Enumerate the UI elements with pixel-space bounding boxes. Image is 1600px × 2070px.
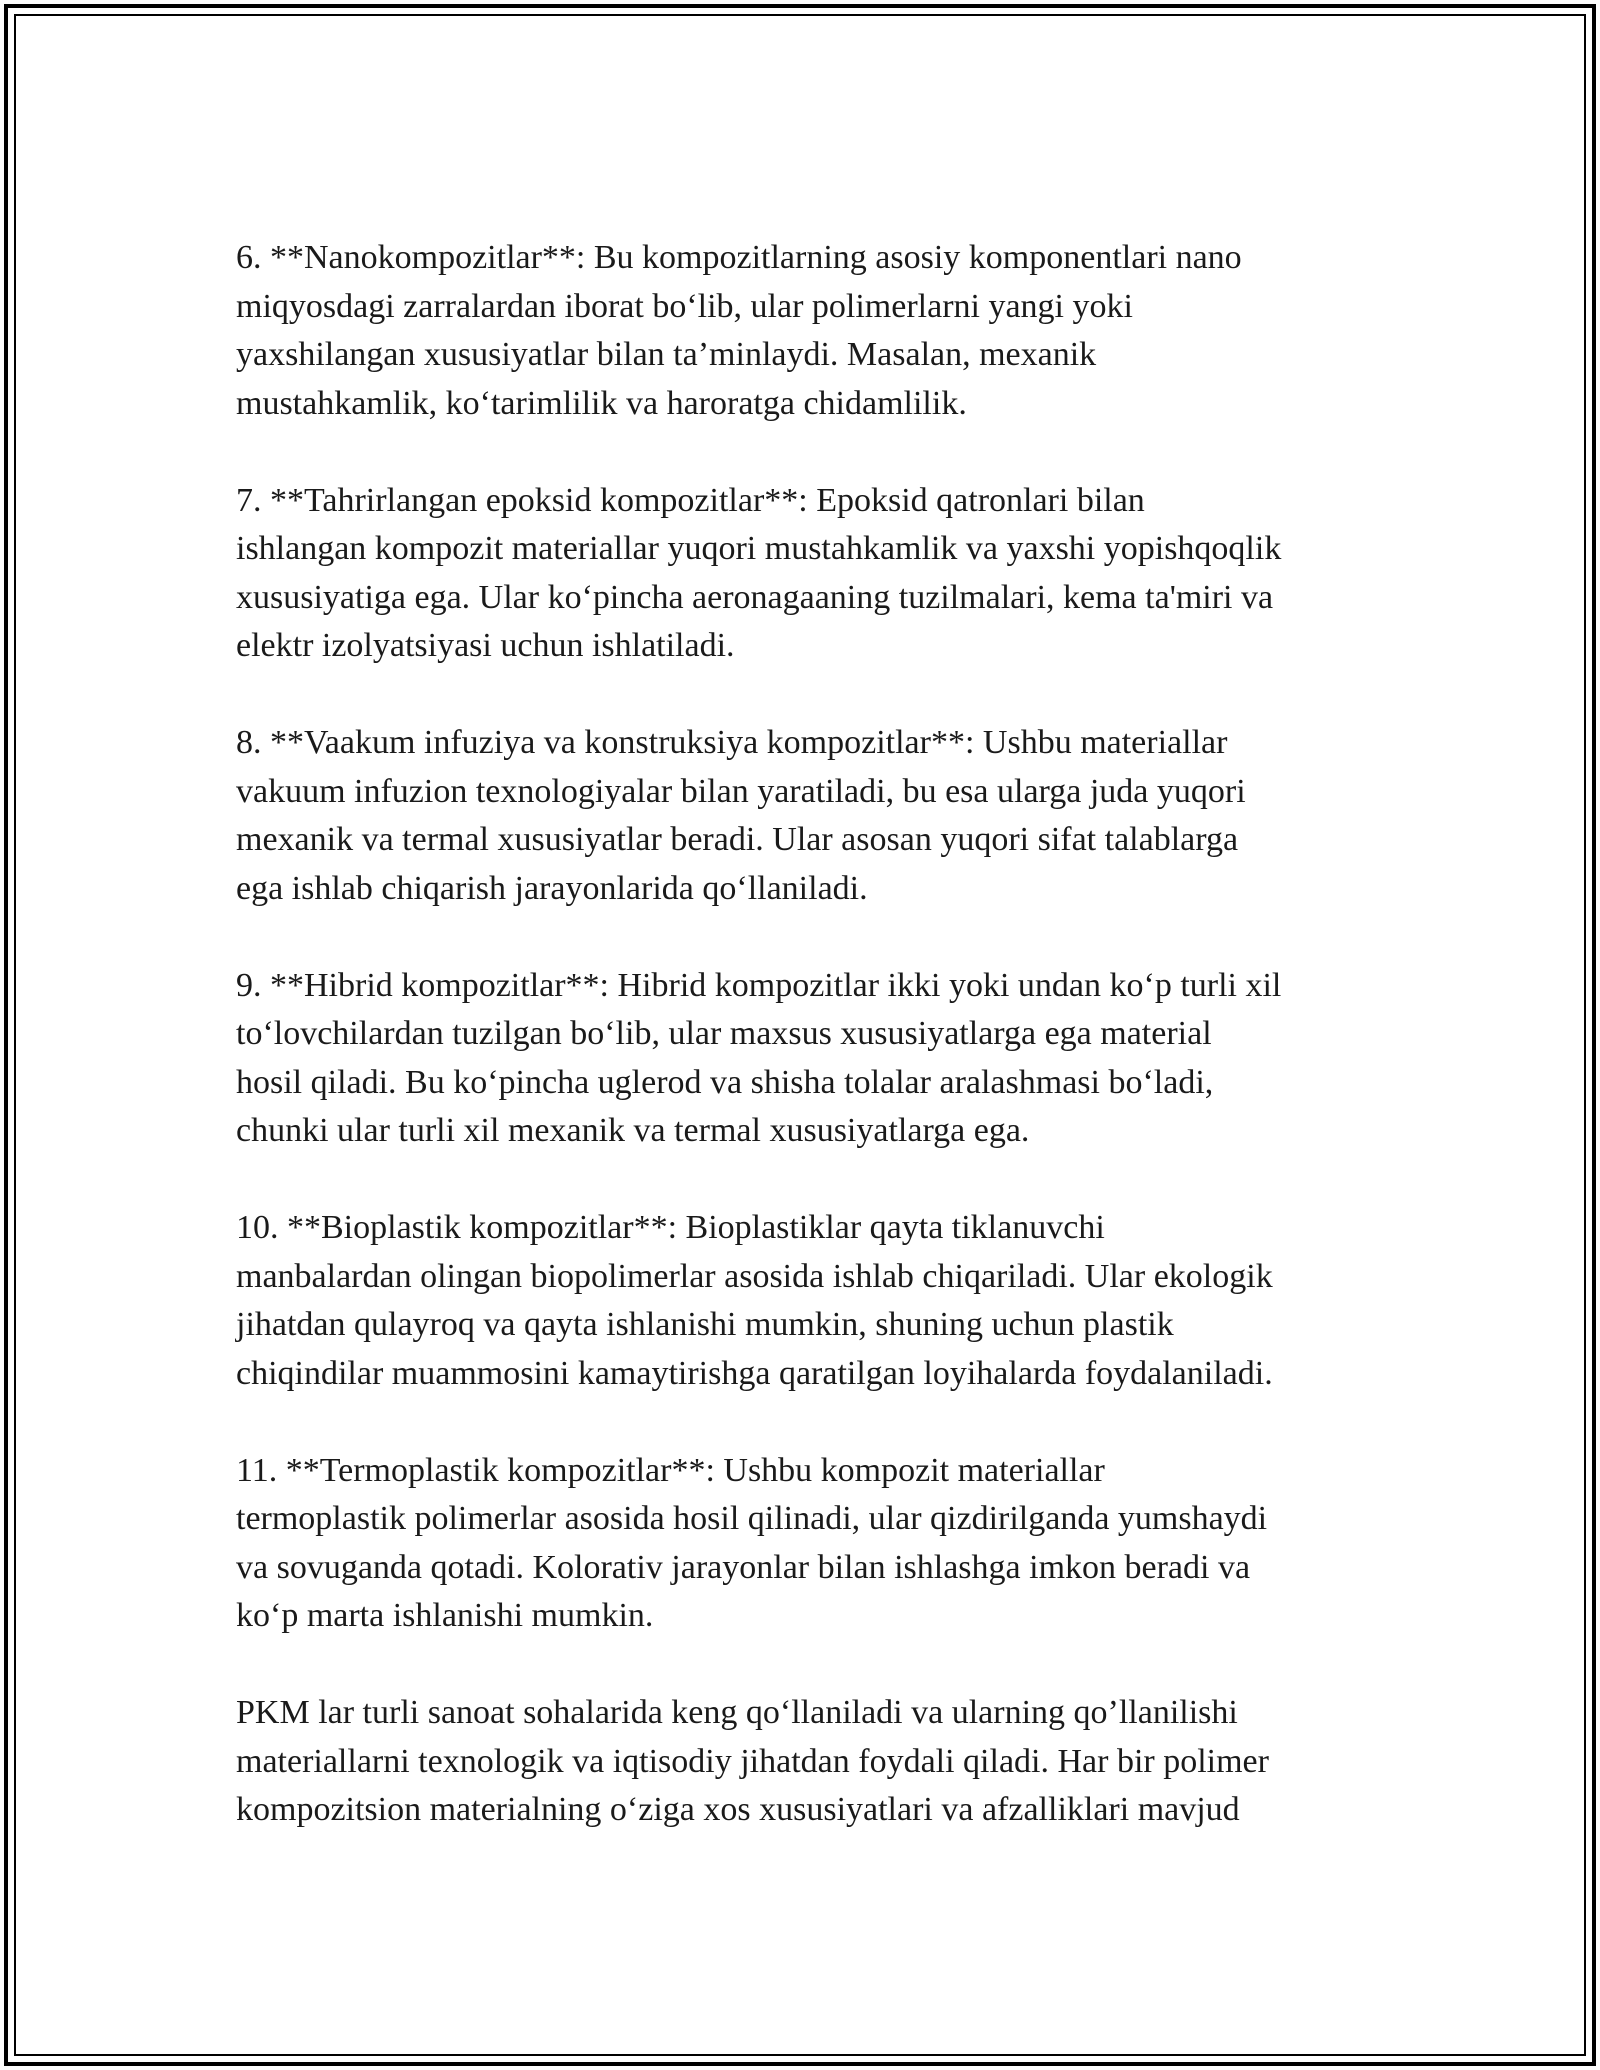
text-line: 8. **Vaakum infuziya va konstruksiya kompozitlar**: Ushbu materiallar [236, 724, 1228, 761]
text-line: va sovuganda qotadi. Kolorativ jarayonlar bilan ishlashga imkon beradi va [236, 1548, 1251, 1586]
text-line: mexanik va termal xususiyatlar beradi. Ular asosan yuqori sifat talablarga [236, 821, 1239, 858]
text-line: mustahkamlik, ko‘tarimlilik va haroratga chidamlilik. [236, 384, 967, 422]
paragraph-pkm-summary [236, 1689, 1376, 1835]
text-line: chiqindilar muammosini kamaytirishga qaratilgan loyihalarda foydalaniladi. [236, 1354, 1273, 1392]
text-line: yaxshilangan xususiyatlar bilan ta’minlaydi. Masalan, mexanik [236, 336, 1097, 373]
text-line: termoplastik polimerlar asosida hosil qilinadi, ular qizdirilganda yumshaydi [236, 1500, 1268, 1537]
paragraph-termoplastik-kompozitlar [236, 1447, 1376, 1641]
text-line: 11. **Termoplastik kompozitlar**: Ushbu kompozit materiallar [236, 1451, 1105, 1489]
text-line: manbalardan olingan biopolimerlar asosida ishlab chiqariladi. Ular ekologik [236, 1257, 1273, 1295]
text-line: 7. **Tahrirlangan epoksid kompozitlar**: Epoksid qatronlari bilan [236, 481, 1145, 519]
document-body [236, 234, 1376, 1883]
text-line: 9. **Hibrid kompozitlar**: Hibrid kompozitlar ikki yoki undan ko‘p turli xil [236, 966, 1282, 1004]
text-line: chunki ular turli xil mexanik va termal xususiyatlarga ega. [236, 1112, 1030, 1149]
paragraph-hibrid-kompozitlar [236, 962, 1376, 1156]
text-line: jihatdan qulayroq va qayta ishlanishi mumkin, shuning uchun plastik [236, 1306, 1174, 1343]
text-line: PKM lar turli sanoat sohalarida keng qo‘llaniladi va ularning qo’llanilishi [236, 1694, 1238, 1731]
paragraph-vaakum-infuziya [236, 719, 1376, 913]
text-line: ko‘p marta ishlanishi mumkin. [236, 1597, 654, 1634]
text-line: to‘lovchilardan tuzilgan bo‘lib, ular maxsus xususiyatlarga ega material [236, 1015, 1212, 1052]
text-line: 6. **Nanokompozitlar**: Bu kompozitlarning asosiy komponentlari nano [236, 239, 1242, 276]
text-line: vakuum infuzion texnologiyalar bilan yaratiladi, bu esa ularga juda yuqori [236, 772, 1246, 810]
text-line: hosil qiladi. Bu ko‘pincha uglerod va shisha tolalar aralashmasi bo‘ladi, [236, 1063, 1214, 1101]
paragraph-nanokompozitlar [236, 234, 1376, 428]
text-line: ega ishlab chiqarish jarayonlarida qo‘llaniladi. [236, 869, 868, 907]
text-line: ishlangan kompozit materiallar yuqori mustahkamlik va yaxshi yopishqoqlik [236, 530, 1282, 567]
text-line: kompozitsion materialning o‘ziga xos xususiyatlari va afzalliklari mavjud [236, 1791, 1240, 1828]
text-line: 10. **Bioplastik kompozitlar**: Bioplastiklar qayta tiklanuvchi [236, 1209, 1105, 1246]
text-line: materiallarni texnologik va iqtisodiy jihatdan foydali qiladi. Har bir polimer [236, 1742, 1269, 1780]
paragraph-bioplastik-kompozitlar [236, 1204, 1376, 1398]
text-line: elektr izolyatsiyasi uchun ishlatiladi. [236, 627, 735, 664]
paragraph-epoksid-kompozitlar [236, 477, 1376, 671]
text-line: xususiyatiga ega. Ular ko‘pincha aeronagaaning tuzilmalari, kema ta'miri va [236, 578, 1274, 616]
text-line: miqyosdagi zarralardan iborat bo‘lib, ular polimerlarni yangi yoki [236, 287, 1133, 325]
